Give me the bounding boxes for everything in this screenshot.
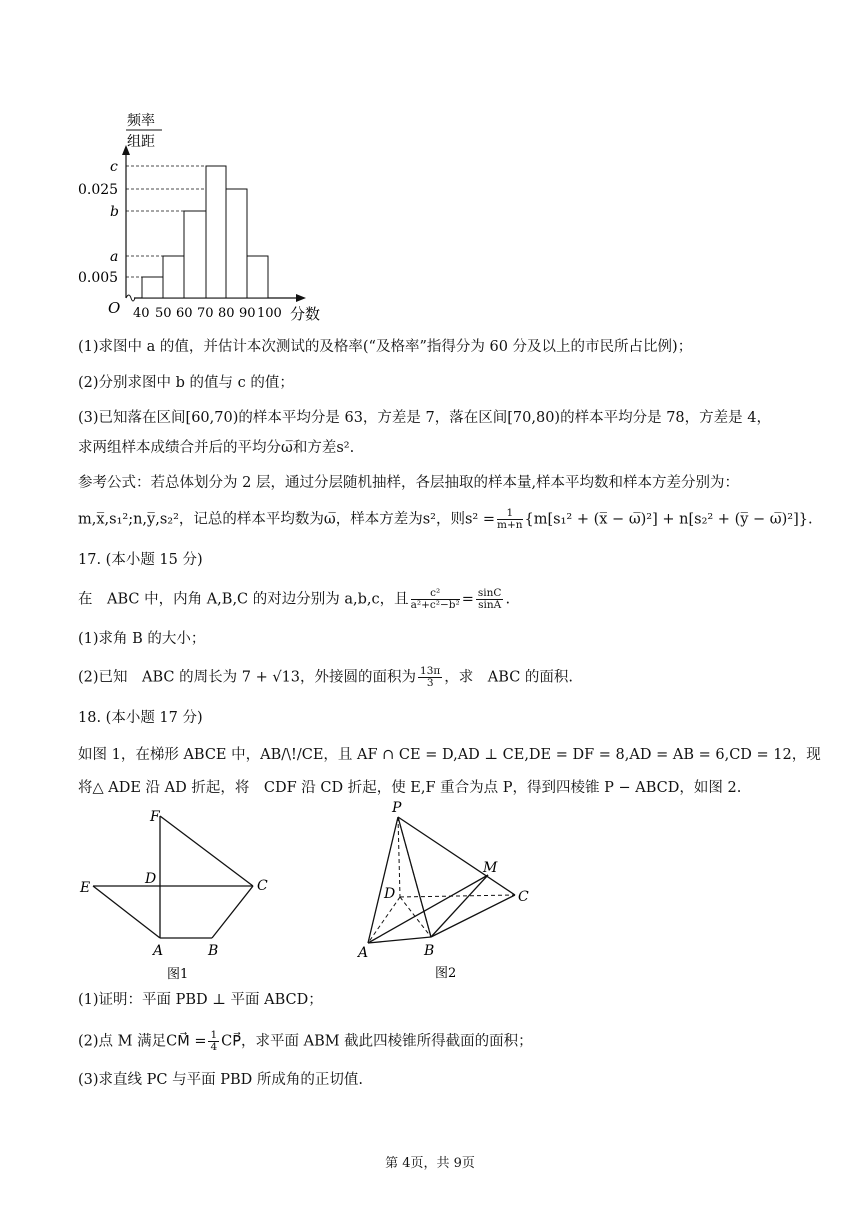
q18-part2: (2)点 M 满足CM⃗ = $\frac{1}{4}$ CP⃗，求平面 ABM 截此四棱锥所得截面的面积； xyxy=(78,1029,533,1053)
svg-text:M: M xyxy=(483,860,498,876)
figure-1-caption: 图1 xyxy=(167,967,189,982)
bar-80-90 xyxy=(226,189,247,298)
svg-text:B: B xyxy=(208,943,219,959)
svg-text:A: A xyxy=(153,943,164,959)
hist-xtick-60: 60 xyxy=(176,306,193,321)
q17-title: 17. (本小题 15 分) xyxy=(78,552,203,568)
q16-part3-line2: 求两组样本成绩合并后的平均分ω̅和方差s². xyxy=(78,440,355,456)
q18-part3: (3)求直线 PC 与平面 PBD 所成角的正切值. xyxy=(78,1072,363,1088)
hist-xtick-40: 40 xyxy=(133,306,150,321)
q18-stem-line1: 如图 1，在梯形 ABCE 中，AB/\!/CE，且 AF ∩ CE = D,AD ⊥ CE,DE = DF = 8,AD = AB = 6,CD = 12，现 xyxy=(78,747,821,763)
svg-text:B: B xyxy=(424,943,435,959)
q17-stem: 在 ABC 中，内角 A,B,C 的对边分别为 a,b,c，且 $\frac{\text{c²}}{\text{a²+c²−b²}}$ = $\frac{\sin C}{\sin A}$ . xyxy=(78,587,511,611)
svg-text:E: E xyxy=(80,880,91,896)
svg-text:D: D xyxy=(145,871,157,887)
hist-ylabel-top: 频率 xyxy=(127,113,155,129)
bar-40-50 xyxy=(142,277,163,298)
figure-2-pyramid xyxy=(350,795,540,985)
q17-part1: (1)求角 B 的大小； xyxy=(78,631,206,647)
bar-50-60 xyxy=(163,256,184,298)
q16-part2: (2)分别求图中 b 的值与 c 的值； xyxy=(78,375,294,391)
hist-xtick-90: 90 xyxy=(239,306,256,321)
hist-ylabel-a: a xyxy=(110,249,119,265)
svg-text:D: D xyxy=(384,886,396,902)
hist-origin: O xyxy=(108,299,121,317)
svg-text:P: P xyxy=(392,800,402,816)
q16-reference-formula: m,x̅,s₁²;n,y̅,s₂²，记总的样本平均数为ω̅，样本方差为s²，则s² = $\frac{1}{m+n}$ {m[s₁² + (x̅ − ω̅)²] + n[s₂² + (y̅ − ω̅)²]}. xyxy=(78,507,813,531)
svg-text:A: A xyxy=(358,945,369,961)
q18-title: 18. (本小题 17 分) xyxy=(78,710,203,726)
hist-ylabel-bottom: 组距 xyxy=(127,134,155,150)
hist-ylabel-0005: 0.005 xyxy=(78,270,119,286)
hist-xtick-80: 80 xyxy=(218,306,235,321)
q18-part1: (1)证明：平面 PBD ⊥ 平面 ABCD； xyxy=(78,992,323,1008)
q18-stem-line2: 将△ ADE 沿 AD 折起，将 CDF 沿 CD 折起，使 E,F 重合为点 P，得到四棱锥 P − ABCD，如图 2. xyxy=(78,780,742,796)
svg-text:C: C xyxy=(518,889,529,905)
q16-part1: (1)求图中 a 的值，并估计本次测试的及格率(“及格率”指得分为 60 分及以上的市民所占比例)； xyxy=(78,339,693,355)
hist-xtick-100: 100 xyxy=(257,306,282,321)
hist-ylabel-0025: 0.025 xyxy=(78,182,119,198)
bar-60-70 xyxy=(184,211,206,298)
bar-70-80 xyxy=(206,166,226,298)
page-footer: 第 4页，共 9页 xyxy=(385,1156,475,1171)
hist-ylabel-b: b xyxy=(110,204,119,220)
svg-text:C: C xyxy=(257,878,268,894)
figure-1-trapezoid xyxy=(70,800,280,985)
q17-part2: (2)已知 ABC 的周长为 7 + √13，外接圆的面积为 $\frac{13\pi}{3}$ ，求 ABC 的面积. xyxy=(78,665,574,689)
hist-ylabel-c: c xyxy=(110,159,118,175)
bar-90-100 xyxy=(247,256,268,298)
hist-xtick-70: 70 xyxy=(197,306,214,321)
frequency-histogram xyxy=(70,105,340,325)
hist-xtick-50: 50 xyxy=(155,306,172,321)
figure-2-caption: 图2 xyxy=(435,966,457,981)
hist-xlabel: 分数 xyxy=(290,305,321,323)
q16-reference-formula-intro: 参考公式：若总体划分为 2 层，通过分层随机抽样，各层抽取的样本量,样本平均数和样本方差分别为： xyxy=(78,475,740,491)
q16-part3-line1: (3)已知落在区间[60,70)的样本平均分是 63，方差是 7，落在区间[70,80)的样本平均分是 78，方差是 4， xyxy=(78,410,771,426)
svg-text:F: F xyxy=(150,809,160,825)
